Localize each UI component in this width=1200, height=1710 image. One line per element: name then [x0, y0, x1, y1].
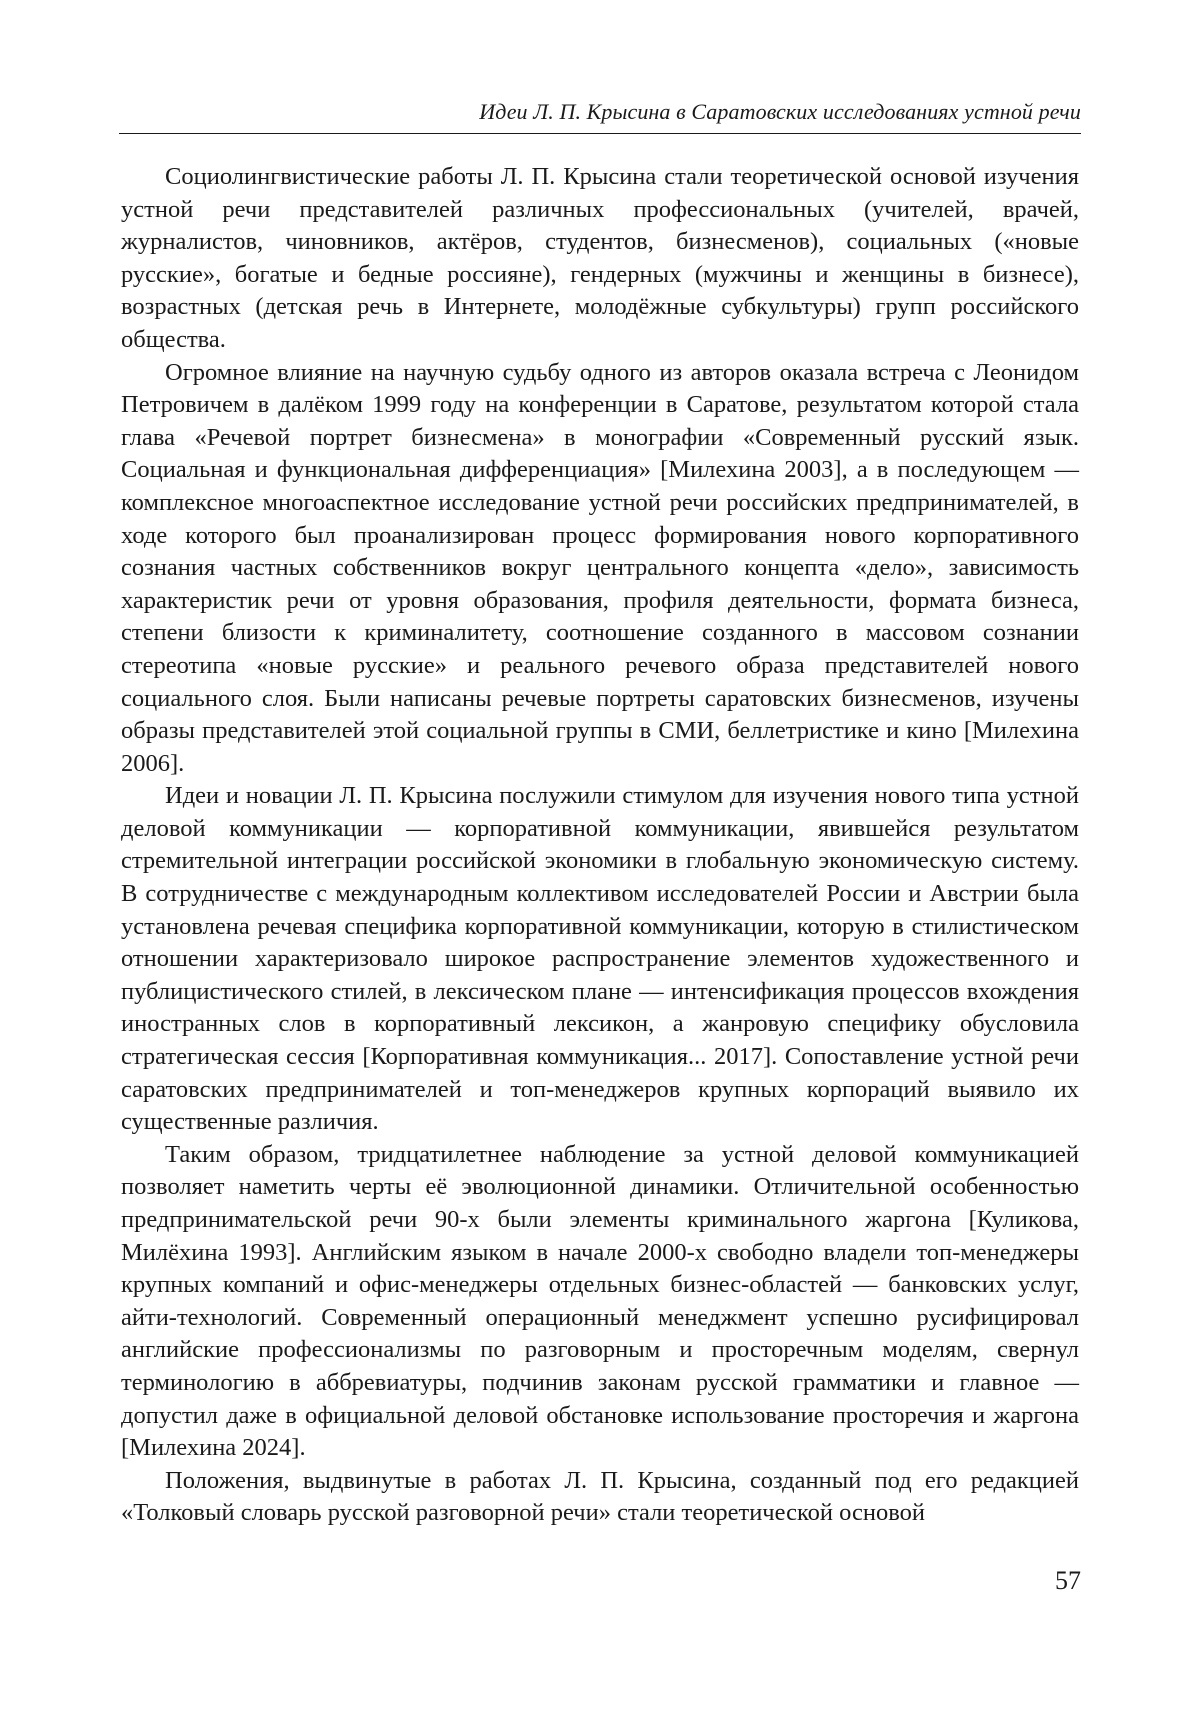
- paragraph-5: Положения, выдвинутые в работах Л. П. Крысина, созданный под его редакцией «Толковый словарь русской разговорной речи» стали теоретической основой: [121, 1466, 1079, 1527]
- paragraph-4: Таким образом, тридцатилетнее наблюдение за устной деловой коммуникацией позволяет наметить черты её эволюционной динамики. Отличительной особенностью предпринимательской речи 90-х были элементы криминального жаргона [Куликова, Милёхина 1993]. Английским языком в начале 2000-х свободно владели топ-менеджеры крупных компаний и офис-менеджеры отдельных бизнес-областей — банковских услуг, айти-технологий. Современный операционный менеджмент успешно русифицировал английские профессионализмы по разговорным и просторечным моделям, свернул терминологию в аббревиатуры, подчинив законам русской грамматики и главное — допустил даже в официальной деловой обстановке использование просторечия и жаргона [Милехина 2024].: [121, 1140, 1079, 1462]
- paragraph-3: Идеи и новации Л. П. Крысина послужили стимулом для изучения нового типа устной деловой коммуникации — корпоративной коммуникации, явившейся результатом стремительной интеграции российской экономики в глобальную экономическую систему. В сотрудничестве с международным коллективом исследователей России и Австрии была установлена речевая специфика корпоративной коммуникации, которую в стилистическом отношении характеризовало широкое распространение элементов художественного и публицистического стилей, в лексическом плане — интенсификация процессов вхождения иностранных слов в корпоративный лексикон, а жанровую специфику обусловила стратегическая сессия [Корпоративная коммуникация... 2017]. Сопоставление устной речи саратовских предпринимателей и топ-менеджеров крупных корпораций выявило их существенные различия.: [121, 782, 1079, 1136]
- paragraph-1: Социолингвистические работы Л. П. Крысина стали теоретической основой изучения устной речи представителей различных профессиональных (учителей, врачей, журналистов, чиновников, актёров, студентов, бизнесменов), социальных («новые русские», богатые и бедные россияне), гендерных (мужчины и женщины в бизнесе), возрастных (детская речь в Интернете, молодёжные субкультуры) групп российского общества.: [121, 163, 1079, 353]
- paragraph-2: Огромное влияние на научную судьбу одного из авторов оказала встреча с Леонидом Петровичем в далёком 1999 году на конференции в Саратове, результатом которой стала глава «Речевой портрет бизнесмена» в монографии «Современный русский язык. Социальная и функциональная дифференциация» [Милехина 2003], а в последующем — комплексное многоаспектное исследование устной речи российских предпринимателей, в ходе которого был проанализирован процесс формирования нового корпоративного сознания частных собственников вокруг центрального концепта «дело», зависимость характеристик речи от уровня образования, профиля деятельности, формата бизнеса, степени близости к криминалитету, соотношение созданного в массовом сознании стереотипа «новые русские» и реального речевого образа представителей нового социального слоя. Были написаны речевые портреты саратовских бизнесменов, изучены образы представителей этой социальной группы в СМИ, беллетристике и кино [Милехина 2006].: [121, 358, 1079, 777]
- page-number: 57: [1055, 1566, 1081, 1595]
- running-header: Идеи Л. П. Крысина в Саратовских исследованиях устной речи: [479, 99, 1081, 124]
- body-text: [121, 161, 1079, 1530]
- header-rule: [119, 133, 1081, 134]
